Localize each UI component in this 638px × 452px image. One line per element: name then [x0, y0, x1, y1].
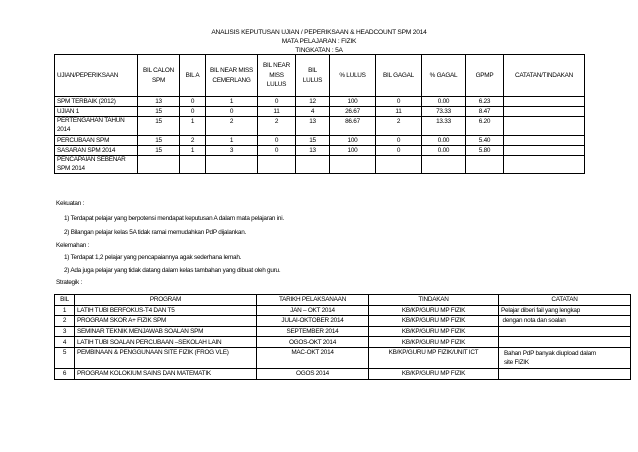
col-bil: BIL [55, 295, 75, 306]
col-tarikh: TARIKH PELAKSANAAN [257, 295, 369, 306]
cell-near-miss: 1 [206, 97, 258, 107]
cell-pct-lulus [330, 155, 376, 173]
cell-bil: 2 [55, 316, 75, 327]
cell-catatan: Pelajar diberi fail yang lengkap [499, 305, 631, 316]
kelemahan-item: 1) Terdapat 1,2 pelajar yang pencapaiannya agak sederhana lemah. [64, 254, 242, 261]
kelemahan-label: Kelemahan : [56, 242, 90, 249]
table-row [55, 368, 631, 379]
cell-lulus [296, 155, 330, 173]
cell-calon: 15 [138, 145, 180, 155]
cell-calon: 13 [138, 97, 180, 107]
cell-a: 0 [180, 107, 206, 117]
table-row [55, 117, 585, 135]
cell-catatan [504, 117, 585, 135]
cell-bil: 3 [55, 326, 75, 337]
table-row [55, 337, 631, 348]
table-row [55, 316, 631, 327]
cell-gagal: 0 [376, 135, 422, 145]
cell-gpmp: 6.23 [466, 97, 504, 107]
cell-gpmp: 5.40 [466, 135, 504, 145]
col-near-miss-lulus: BIL NEAR MISS LULUS [258, 55, 296, 97]
cell-calon: 15 [138, 117, 180, 135]
cell-near-miss-lulus: 0 [258, 135, 296, 145]
cell-a [180, 155, 206, 173]
cell-program: PROGRAM KOLOKIUM SAINS DAN MATEMATIK [75, 368, 257, 379]
cell-pct-gagal: 0.00 [422, 145, 466, 155]
col-pct-gagal: % GAGAL [422, 55, 466, 97]
col-ujian: UJIAN/PEPERIKSAAN [55, 55, 138, 97]
table-row [55, 305, 631, 316]
cell-catatan [504, 135, 585, 145]
strategy-table [54, 294, 631, 380]
form-label: TINGKATAN : 5A [295, 47, 343, 54]
cell-catatan: Bahan PdP banyak diupload dalam site FIZIK [499, 347, 631, 368]
table-row [55, 107, 585, 117]
cell-gagal [376, 155, 422, 173]
cell-near-miss: 2 [206, 117, 258, 135]
cell-gagal: 11 [376, 107, 422, 117]
table-row [55, 326, 631, 337]
kekuatan-item: 2) Bilangan pelajar kelas 5A tidak ramai memudahkan PdP dijalankan. [64, 229, 247, 236]
cell-a: 0 [180, 97, 206, 107]
cell-tarikh: JULAI-OKTOBER 2014 [257, 316, 369, 327]
cell-ujian: SASARAN SPM 2014 [55, 145, 138, 155]
table-row [55, 97, 585, 107]
cell-program: SEMINAR TEKNIK MENJAWAB SOALAN SPM [75, 326, 257, 337]
cell-tarikh: SEPTEMBER 2014 [257, 326, 369, 337]
cell-gpmp: 8.47 [466, 107, 504, 117]
subject-label: MATA PELAJARAN : FIZIK [281, 38, 357, 45]
cell-a: 1 [180, 117, 206, 135]
cell-tindakan: KB/KP/GURU MP FIZIK [369, 326, 499, 337]
col-tindakan: TINDAKAN [369, 295, 499, 306]
cell-bil: 4 [55, 337, 75, 348]
col-pct-lulus: % LULUS [330, 55, 376, 97]
cell-pct-lulus: 26.67 [330, 107, 376, 117]
col-catatan: CATATAN [499, 295, 631, 306]
cell-ujian: SPM TERBAIK (2012) [55, 97, 138, 107]
cell-program: PEMBINAAN & PENGGUNAAN SITE FIZIK (FROG VLE) [75, 347, 257, 368]
cell-ujian: PERCUBAAN SPM [55, 135, 138, 145]
cell-pct-gagal: 0.00 [422, 135, 466, 145]
cell-pct-gagal: 73.33 [422, 107, 466, 117]
kekuatan-item: 1) Terdapat pelajar yang berpotensi mendapat keputusan A dalam mata pelajaran ini. [64, 215, 284, 222]
cell-tarikh: OGOS-OKT 2014 [257, 337, 369, 348]
cell-pct-lulus: 100 [330, 135, 376, 145]
col-near-miss: BIL NEAR MISS CEMERLANG [206, 55, 258, 97]
cell-gpmp [466, 155, 504, 173]
cell-pct-lulus: 100 [330, 145, 376, 155]
cell-catatan [504, 97, 585, 107]
cell-tindakan: KB/KP/GURU MP FIZIK [369, 368, 499, 379]
col-catatan: CATATAN/TINDAKAN [504, 55, 585, 97]
table-row [55, 145, 585, 155]
cell-near-miss: 3 [206, 145, 258, 155]
cell-lulus: 12 [296, 97, 330, 107]
cell-pct-lulus: 100 [330, 97, 376, 107]
analysis-table [54, 54, 585, 174]
col-calon: BIL CALON SPM [138, 55, 180, 97]
cell-program: PROGRAM SKOR A+ FIZIK SPM [75, 316, 257, 327]
col-a: BIL A [180, 55, 206, 97]
cell-pct-lulus: 86.67 [330, 117, 376, 135]
cell-catatan [499, 368, 631, 379]
col-gagal: BIL GAGAL [376, 55, 422, 97]
col-gpmp: GPMP [466, 55, 504, 97]
cell-near-miss-lulus [258, 155, 296, 173]
cell-catatan: dengan nota dan soalan [499, 316, 631, 327]
cell-near-miss-lulus: 0 [258, 145, 296, 155]
strategy-header-row [55, 295, 631, 306]
cell-calon: 15 [138, 107, 180, 117]
kekuatan-label: Kekuatan : [56, 200, 85, 207]
cell-gagal: 2 [376, 117, 422, 135]
cell-lulus: 15 [296, 135, 330, 145]
report-title: ANALISIS KEPUTUSAN UJIAN / PEPERIKSAAN & HEADCOUNT SPM 2014 [211, 29, 427, 36]
cell-near-miss [206, 155, 258, 173]
cell-gpmp: 5.80 [466, 145, 504, 155]
cell-bil: 5 [55, 347, 75, 368]
cell-lulus: 4 [296, 107, 330, 117]
cell-tarikh: MAC-OKT 2014 [257, 347, 369, 368]
strategik-label: Strategik : [56, 279, 83, 286]
cell-catatan [499, 337, 631, 348]
cell-tarikh: OGOS 2014 [257, 368, 369, 379]
cell-ujian: PERTENGAHAN TAHUN 2014 [55, 117, 138, 135]
col-program: PROGRAM [75, 295, 257, 306]
cell-catatan [499, 326, 631, 337]
cell-gagal: 0 [376, 97, 422, 107]
cell-a: 1 [180, 145, 206, 155]
cell-near-miss: 1 [206, 135, 258, 145]
cell-near-miss-lulus: 11 [258, 107, 296, 117]
cell-near-miss-lulus: 0 [258, 97, 296, 107]
table-row [55, 155, 585, 173]
cell-ujian: UJIAN 1 [55, 107, 138, 117]
col-lulus: BIL LULUS [296, 55, 330, 97]
cell-program: LATIH TUBI SOALAN PERCUBAAN –SEKOLAH LAIN [75, 337, 257, 348]
table-row [55, 347, 631, 368]
cell-tindakan: KB/KP/GURU MP FIZIK [369, 337, 499, 348]
cell-pct-gagal [422, 155, 466, 173]
cell-catatan [504, 145, 585, 155]
cell-gagal: 0 [376, 145, 422, 155]
cell-near-miss: 0 [206, 107, 258, 117]
cell-pct-gagal: 13.33 [422, 117, 466, 135]
cell-catatan [504, 155, 585, 173]
cell-gpmp: 6.20 [466, 117, 504, 135]
cell-a: 2 [180, 135, 206, 145]
cell-bil: 1 [55, 305, 75, 316]
cell-near-miss-lulus: 2 [258, 117, 296, 135]
cell-program: LATIH TUBI BERFOKUS-T4 DAN T5 [75, 305, 257, 316]
cell-lulus: 13 [296, 145, 330, 155]
cell-bil: 6 [55, 368, 75, 379]
cell-tindakan: KB/KP/GURU MP FIZIK [369, 316, 499, 327]
cell-ujian: PENCAPAIAN SEBENAR SPM 2014 [55, 155, 138, 173]
cell-tarikh: JAN – OKT 2014 [257, 305, 369, 316]
analysis-header-row [55, 55, 585, 97]
table-row [55, 135, 585, 145]
cell-pct-gagal: 0.00 [422, 97, 466, 107]
cell-catatan [504, 107, 585, 117]
cell-lulus: 13 [296, 117, 330, 135]
cell-calon [138, 155, 180, 173]
cell-calon: 15 [138, 135, 180, 145]
cell-tindakan: KB/KP/GURU MP FIZIK/UNIT ICT [369, 347, 499, 368]
cell-tindakan: KB/KP/GURU MP FIZIK [369, 305, 499, 316]
kelemahan-item: 2) Ada juga pelajar yang tidak datang dalam kelas tambahan yang dibuat oleh guru. [64, 267, 281, 274]
